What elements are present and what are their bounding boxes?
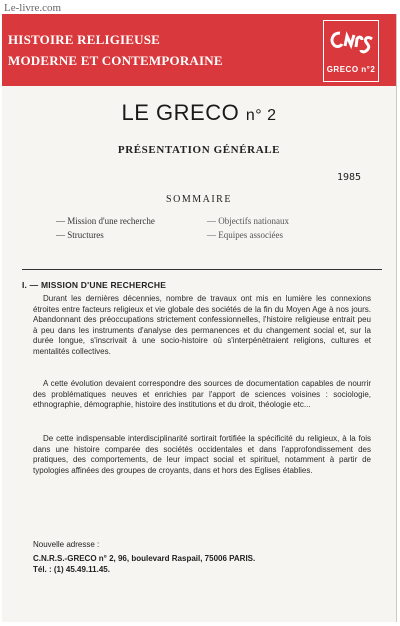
address-line: C.N.R.S.-GRECO n° 2, 96, boulevard Raspail, 75006 PARIS. xyxy=(33,554,256,563)
address-block xyxy=(33,539,255,575)
header-band xyxy=(2,14,396,86)
summary-heading: SOMMAIRE xyxy=(166,194,232,205)
summary-list-right xyxy=(207,214,289,242)
phone-line: Tél. : (1) 45.49.11.45. xyxy=(33,565,110,574)
watermark-text: Le-livre.com xyxy=(4,2,62,14)
title-main: LE GRECO xyxy=(121,100,240,125)
header-line-2: MODERNE ET CONTEMPORAINE xyxy=(8,53,223,68)
section-paragraph: A cette évolution devaient correspondre des sources de documentation capables de nourrir des problématiques neuves et enrichies par l'apport de sciences voisines : sociologie, ethnographie, démographie, histoire des institutions et du droit, théologie etc... xyxy=(33,379,371,409)
document-page xyxy=(2,14,397,622)
summary-list-left xyxy=(56,214,155,242)
cnrs-logo-icon xyxy=(326,25,376,63)
summary-item: — Mission d'une recherche xyxy=(56,216,155,226)
page-title xyxy=(2,100,396,126)
summary-item: — Equipes associées xyxy=(207,230,283,240)
publication-year: 1985 xyxy=(337,172,362,183)
section-heading: I. — MISSION D'UNE RECHERCHE xyxy=(22,280,167,290)
logo-subtitle: GRECO n°2 xyxy=(326,65,376,74)
header-title xyxy=(8,29,223,71)
title-number: n° 2 xyxy=(245,107,277,124)
cnrs-logo xyxy=(323,20,379,82)
header-line-1: HISTOIRE RELIGIEUSE xyxy=(8,32,161,47)
section-paragraph: De cette indispensable interdisciplinarité sortirait fortifiée la spécificité du religieux, à la fois dans une histoire comparée des sociétés occidentales et dans l'approfondissement des pratiques, des comportements, de leur impact social et spirituel, notamment à partir de typologies affinées des groupes de croyants, dans et hors des Eglises établies. xyxy=(33,434,371,475)
address-label: Nouvelle adresse : xyxy=(33,540,100,549)
summary-item: — Objectifs nationaux xyxy=(207,216,289,226)
page-subtitle: PRÉSENTATION GÉNÉRALE xyxy=(117,144,281,156)
section-paragraph: Durant les dernières décennies, nombre de travaux ont mis en lumière les connexions étroites entre facteurs religieux et vie globale des sociétés de la fin du Moyen Age à nos jours. Abandonnant des préoccupations strictement confessionnelles, l'histoire religieuse entrait peu à peu dans les instruments d'analyse des permanences et du changement social et, sur la durée longue, s'inscrivait à une socio-histoire où s'interpénètraient religions, cultures et mentalités collectives. xyxy=(33,294,371,356)
summary-item: — Structures xyxy=(56,230,104,240)
section-divider xyxy=(22,269,382,270)
